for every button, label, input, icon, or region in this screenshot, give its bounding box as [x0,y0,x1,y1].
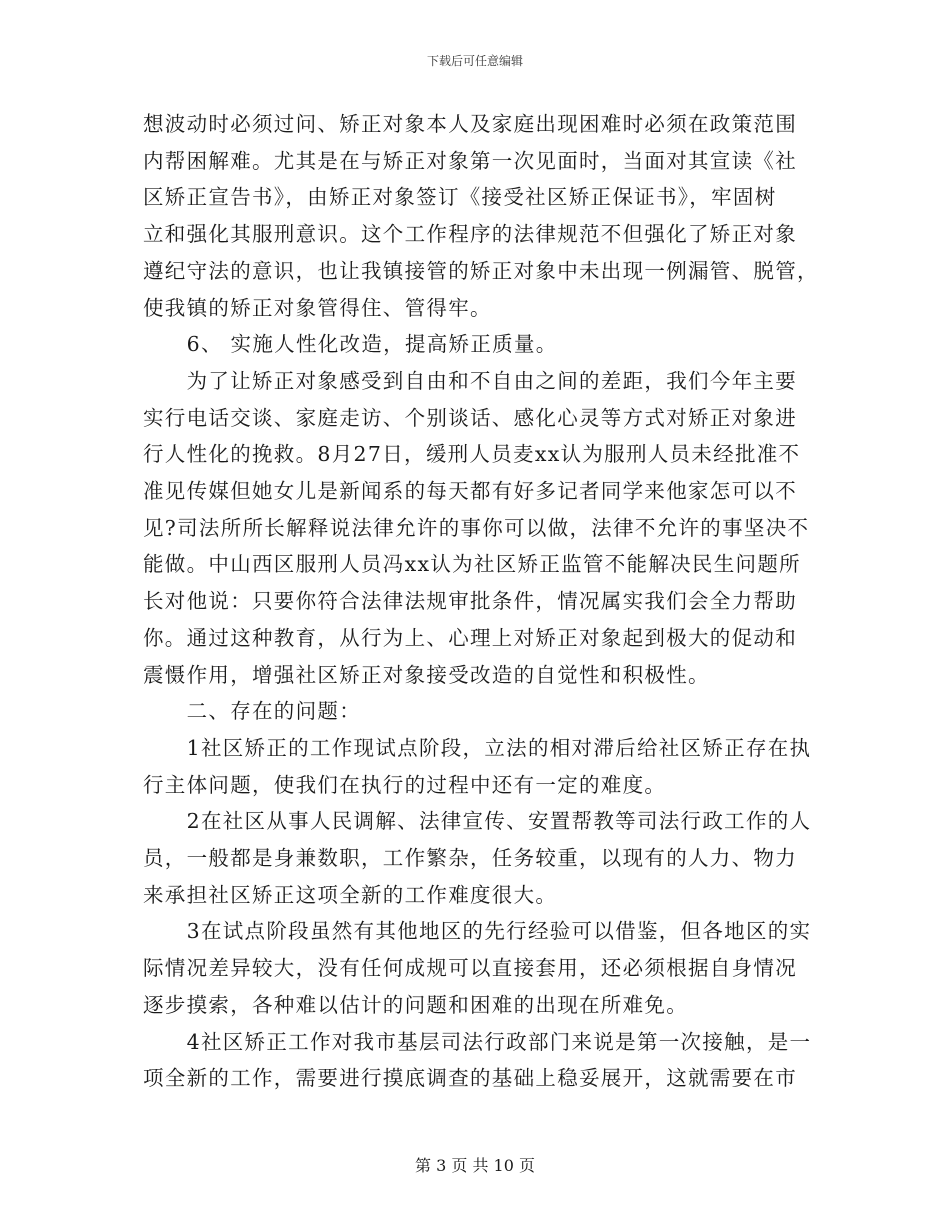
page-footer: 第 3 页 共 10 页 [415,1156,535,1175]
text-line: 际情况差异较大，没有任何成规可以直接套用，还必须根据自身情况 [143,956,797,981]
section-heading: 6、 实施人性化改造，提高矫正质量。 [143,332,558,357]
text-line: 见?司法所所长解释说法律允许的事你可以做，法律不允许的事坚决不 [143,515,810,540]
text-line: 使我镇的矫正对象管得住、管得牢。 [143,295,492,320]
text-line: 行主体问题，使我们在执行的过程中还有一定的难度。 [143,772,667,797]
text-line: 项全新的工作，需要进行摸底调查的基础上稳妥展开，这就需要在市 [143,1066,797,1091]
text-line: 震慑作用，增强社区矫正对象接受改造的自觉性和积极性。 [143,662,710,687]
page-header: 下载后可任意编辑 [426,54,523,68]
text-line: 为了让矫正对象感受到自由和不自由之间的差距，我们今年主要 [143,368,797,393]
text-line: 1社区矫正的工作现试点阶段，立法的相对滞后给社区矫正存在执 [143,735,812,760]
text-line: 长对他说：只要你符合法律法规审批条件，情况属实我们会全力帮助 [143,589,797,614]
text-line: 3在试点阶段虽然有其他地区的先行经验可以借鉴，但各地区的实 [143,919,812,944]
text-line: 员，一般都是身兼数职，工作繁杂，任务较重，以现有的人力、物力 [143,846,797,871]
text-line: 能做。中山西区服刑人员冯xx认为社区矫正监管不能解决民生问题所 [143,552,801,577]
text-line: 准见传媒但她女儿是新闻系的每天都有好多记者同学来他家怎可以不 [143,479,797,504]
text-line: 来承担社区矫正这项全新的工作难度很大。 [143,882,558,907]
text-line: 立和强化其服刑意识。这个工作程序的法律规范不但强化了矫正对象 [143,222,797,247]
text-line: 2在社区从事人民调解、法律宣传、安置帮教等司法行政工作的人 [143,809,812,834]
text-line: 逐步摸索，各种难以估计的问题和困难的出现在所难免。 [143,992,688,1017]
text-line: 内帮困解难。尤其是在与矫正对象第一次见面时，当面对其宣读《社 [143,148,797,173]
text-line: 区矫正宣告书》，由矫正对象签订《接受社区矫正保证书》，牢固树 [143,185,777,210]
section-heading: 二、存在的问题： [143,699,361,724]
document-body [143,106,819,1097]
text-line: 实行电话交谈、家庭走访、个别谈话、感化心灵等方式对矫正对象进 [143,405,797,430]
text-line: 想波动时必须过问、矫正对象本人及家庭出现困难时必须在政策范围 [143,112,797,136]
text-line: 遵纪守法的意识，也让我镇接管的矫正对象中未出现一例漏管、脱管， [143,258,819,283]
text-line: 4社区矫正工作对我市基层司法行政部门来说是第一次接触，是一 [143,1029,812,1054]
text-line: 行人性化的挽救。8月27日，缓刑人员麦xx认为服刑人员未经批准不 [143,442,801,467]
text-line: 你。通过这种教育，从行为上、心理上对矫正对象起到极大的促动和 [143,625,797,650]
